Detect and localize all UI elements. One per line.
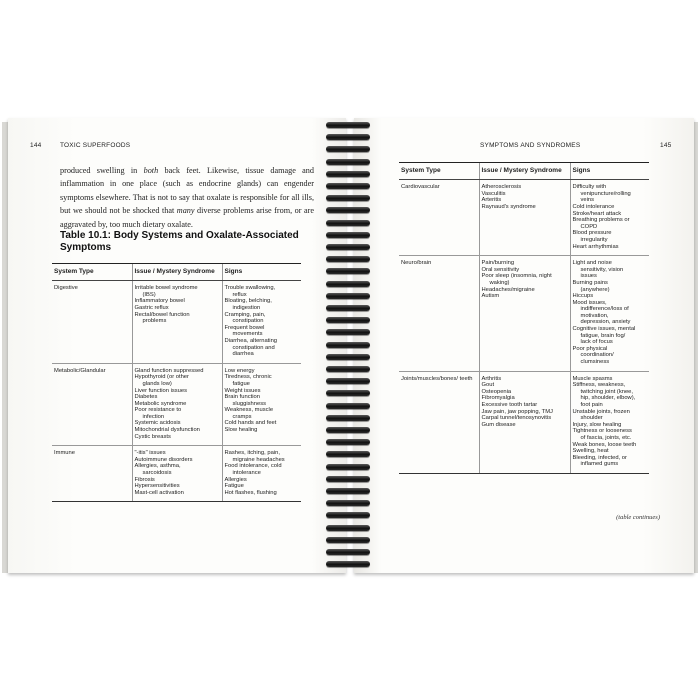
sign-line: Tightness or looseness [572, 428, 632, 435]
issue-line: Inflammatory bowel [134, 298, 185, 305]
issue-line: Autism [481, 293, 500, 300]
issue-line: Gland function suppressed [134, 367, 204, 374]
issue-line: glands low) [142, 380, 172, 387]
issue-line: Gum disease [481, 421, 516, 428]
spiral-coil [326, 427, 370, 433]
system-type-cell: Neuro/brain [399, 256, 479, 372]
sign-line: Swelling, heat [572, 448, 609, 455]
spiral-coil [326, 195, 370, 201]
spiral-coil [326, 378, 370, 384]
issue-line: Raynaud's syndrome [481, 203, 536, 210]
issue-line: Gout [481, 382, 495, 389]
sign-line: Cold hands and feet [224, 420, 277, 427]
spiral-coil [326, 366, 370, 372]
spiral-coil [326, 293, 370, 299]
spiral-coil [326, 476, 370, 482]
sign-line: lack of focus [580, 339, 613, 346]
issue-line: Autoimmune disorders [134, 456, 193, 463]
sign-line: Allergies [224, 476, 247, 483]
spiral-coil [326, 171, 370, 177]
spiral-coil [326, 317, 370, 323]
spiral-coil [326, 354, 370, 360]
issue-line: Allergies, asthma, [134, 463, 181, 470]
sign-line: hip, shoulder, elbow), [580, 395, 636, 402]
spiral-coil [326, 537, 370, 543]
spiral-coil [326, 207, 370, 213]
sign-line: (anywhere) [580, 286, 610, 293]
sign-line: Muscle spasms [572, 375, 613, 382]
spiral-coil [326, 305, 370, 311]
table-header-system: System Type [399, 163, 479, 180]
spiral-coil [326, 159, 370, 165]
table-header-issue: Issue / Mystery Syndrome [132, 264, 222, 281]
sign-line: coordination/ [580, 352, 614, 359]
sign-line: Rashes, itching, pain, [224, 450, 280, 457]
spiral-coil [326, 329, 370, 335]
sign-line: issues [580, 273, 597, 280]
spiral-coil [326, 403, 370, 409]
sign-line: foot pain [580, 402, 603, 409]
spiral-coil [326, 451, 370, 457]
sign-line: Heart arrhythmias [572, 243, 619, 250]
issue-cell [132, 363, 222, 446]
sign-line: of fascia, joints, etc. [580, 434, 632, 441]
issue-line: Carpal tunnel/tenosynovitis [481, 415, 552, 422]
spiral-binding [326, 122, 376, 570]
spiral-coil [326, 549, 370, 555]
issue-cell [479, 371, 570, 473]
issue-line: waking) [489, 279, 510, 286]
sign-line: migraine headaches [232, 456, 285, 463]
table-row [399, 180, 649, 256]
sign-line: Weight issues [224, 387, 261, 394]
issue-line: Poor resistance to [134, 407, 182, 414]
sign-line: Weakness, muscle [224, 407, 274, 414]
sign-line: Diarrhea, alternating [224, 337, 278, 344]
issue-line: Poor sleep (insomnia, night [481, 273, 552, 280]
sign-line: constipation and [232, 344, 275, 351]
sign-line: irregularity [580, 236, 608, 243]
spiral-coil [326, 500, 370, 506]
issue-line: Irritable bowel syndrome [134, 285, 198, 292]
sign-line: Trouble swallowing, [224, 285, 276, 292]
signs-cell [570, 371, 649, 473]
spiral-coil [326, 512, 370, 518]
sign-line: Fatigue [224, 483, 244, 490]
spiral-coil [326, 146, 370, 152]
system-type-cell: Joints/muscles/bones/ teeth [399, 371, 479, 473]
sign-line: Cold intolerance [572, 203, 615, 210]
issue-line: Arthritis [481, 375, 502, 382]
table-title: Table 10.1: Body Systems and Oxalate-Associated Symptoms [60, 230, 299, 253]
table-header-signs: Signs [570, 163, 649, 180]
sign-line: reflux [232, 291, 247, 298]
spiral-coil [326, 439, 370, 445]
sign-line: depression, anxiety [580, 319, 631, 326]
issue-line: Arteritis [481, 197, 502, 204]
page-number: 144 [30, 142, 42, 149]
table-row [52, 363, 301, 446]
spiral-coil [326, 183, 370, 189]
issue-line: Fibrosis [134, 476, 155, 483]
issue-cell [479, 180, 570, 256]
sign-line: indifference/loss of [580, 306, 629, 313]
issue-cell [132, 281, 222, 364]
spiral-coil [326, 464, 370, 470]
sign-line: Difficulty with [572, 184, 607, 191]
sign-line: fatigue, brain fog/ [580, 332, 626, 339]
issue-line: Mast-cell activation [134, 489, 184, 496]
issue-line: Vasculitis [481, 190, 506, 197]
issue-line: (IBS) [142, 291, 156, 298]
spiral-coil [326, 488, 370, 494]
emphasis-text: both [143, 166, 159, 175]
signs-cell [222, 446, 301, 502]
sign-line: inflamed gums [580, 461, 619, 468]
issue-line: Headaches/migraine [481, 286, 535, 293]
table-header-issue: Issue / Mystery Syndrome [479, 163, 570, 180]
table-row [52, 446, 301, 502]
spiral-coil [326, 342, 370, 348]
issue-line: Gastric reflux [134, 304, 169, 311]
spiral-coil [326, 561, 370, 567]
issue-line: Mitochondrial dysfunction [134, 427, 200, 434]
paragraph-text: diverse problems arise from, or are aggravated by, too much dietary oxalate. [60, 206, 314, 229]
symptoms-table [52, 263, 301, 502]
system-type-cell: Cardiovascular [399, 180, 479, 256]
sign-line: Frequent bowel [224, 324, 265, 331]
left-page [8, 118, 346, 573]
signs-cell [570, 256, 649, 372]
page-number: 145 [660, 142, 672, 149]
sign-line: Hot flashes, flushing [224, 489, 277, 496]
table-row [399, 371, 649, 473]
spiral-coil [326, 256, 370, 262]
issue-line: Jaw pain, jaw popping, TMJ [481, 408, 553, 415]
issue-line: Excessive tooth tartar [481, 402, 538, 409]
sign-line: COPD [580, 223, 598, 230]
sign-line: Hiccups [572, 293, 594, 300]
issue-line: Oral sensitivity [481, 266, 520, 273]
sign-line: Cramping, pain, [224, 311, 266, 318]
issue-line: sarcoidosis [142, 470, 172, 477]
issue-cell [132, 446, 222, 502]
paragraph-text: produced swelling in [60, 166, 144, 175]
sign-line: movements [232, 331, 263, 338]
sign-line: Food intolerance, cold [224, 463, 282, 470]
sign-line: Breathing problems or [572, 217, 630, 224]
spiral-coil [326, 244, 370, 250]
sign-line: Blood pressure [572, 230, 612, 237]
system-type-cell: Immune [52, 446, 132, 502]
sign-line: Unstable joints, frozen [572, 408, 630, 415]
table-continues-note: (table continues) [616, 514, 660, 521]
issue-line: infection [142, 413, 165, 420]
issue-line: problems [142, 318, 167, 325]
issue-line: Osteopenia [481, 388, 512, 395]
sign-line: venipuncture/rolling [580, 190, 631, 197]
issue-line: Diabetes [134, 394, 158, 401]
table-row [399, 256, 649, 372]
issue-line: Systemic acidosis [134, 420, 181, 427]
table-header-signs: Signs [222, 264, 301, 281]
issue-cell [479, 256, 570, 372]
sign-line: Light and noise [572, 260, 612, 267]
issue-line: Fibromyalgia [481, 395, 515, 402]
running-head: SYMPTOMS AND SYNDROMES [480, 142, 581, 149]
right-page [354, 118, 694, 573]
spiral-coil [326, 134, 370, 140]
system-type-cell: Digestive [52, 281, 132, 364]
sign-line: cramps [232, 413, 252, 420]
system-type-cell: Metabolic/Glandular [52, 363, 132, 446]
sign-line: diarrhea [232, 351, 254, 358]
spiral-coil [326, 268, 370, 274]
emphasis-text: many [176, 206, 195, 216]
issue-line: Cystic breasts [134, 433, 171, 440]
sign-line: clumsiness [580, 359, 610, 366]
issue-line: "-itis" issues [134, 450, 166, 457]
signs-cell [570, 180, 649, 256]
issue-line: Hypersensitivities [134, 483, 180, 490]
paragraph-text: back feet. Likewise, tissue damage and inflammation in one place (such as endocrine glands) can engender symptoms elsewhere. That is not to say that oxalate is responsible for all ills, but we should not be shocked that [60, 166, 314, 216]
table-header-system: System Type [52, 264, 132, 281]
body-paragraph [60, 164, 314, 231]
spiral-coil [326, 525, 370, 531]
sign-line: veins [580, 197, 595, 204]
sign-line: sensitivity, vision [580, 266, 624, 273]
sign-line: fatigue [232, 380, 250, 387]
sign-line: constipation [232, 318, 264, 325]
sign-line: Tiredness, chronic [224, 374, 272, 381]
sign-line: Stiffness, weakness, [572, 382, 626, 389]
issue-line: Liver function issues [134, 387, 188, 394]
spiral-coil [326, 281, 370, 287]
issue-line: Atherosclerosis [481, 184, 522, 191]
running-head: TOXIC SUPERFOODS [60, 142, 131, 149]
sign-line: Poor physical [572, 345, 608, 352]
sign-line: Brain function [224, 394, 260, 401]
sign-line: indigestion [232, 304, 261, 311]
spiral-coil [326, 415, 370, 421]
sign-line: sluggishness [232, 400, 267, 407]
spiral-coil [326, 232, 370, 238]
sign-line: shoulder [580, 415, 603, 422]
symptoms-table-continued [399, 162, 649, 474]
sign-line: Cognitive issues, mental [572, 326, 636, 333]
issue-line: Metabolic syndrome [134, 400, 187, 407]
sign-line: Weak bones, loose teeth [572, 441, 637, 448]
sign-line: twitching joint (knee, [580, 388, 634, 395]
issue-line: Hypothyroid (or other [134, 374, 189, 381]
sign-line: Bloating, belching, [224, 298, 272, 305]
sign-line: Injury, slow healing [572, 421, 622, 428]
issue-line: Pain/burning [481, 260, 515, 267]
sign-line: Low energy [224, 367, 255, 374]
issue-line: Rectal/bowel function [134, 311, 190, 318]
spiral-coil [326, 390, 370, 396]
signs-cell [222, 363, 301, 446]
sign-line: Burning pains [572, 279, 608, 286]
sign-line: Bleeding, infected, or [572, 454, 627, 461]
table-row [52, 281, 301, 364]
sign-line: intolerance [232, 470, 261, 477]
spiral-coil [326, 220, 370, 226]
sign-line: motivation, [580, 312, 609, 319]
spiral-coil [326, 122, 370, 128]
sign-line: Stroke/heart attack [572, 210, 622, 217]
sign-line: Slow healing [224, 427, 258, 434]
sign-line: Mood issues, [572, 299, 607, 306]
signs-cell [222, 281, 301, 364]
